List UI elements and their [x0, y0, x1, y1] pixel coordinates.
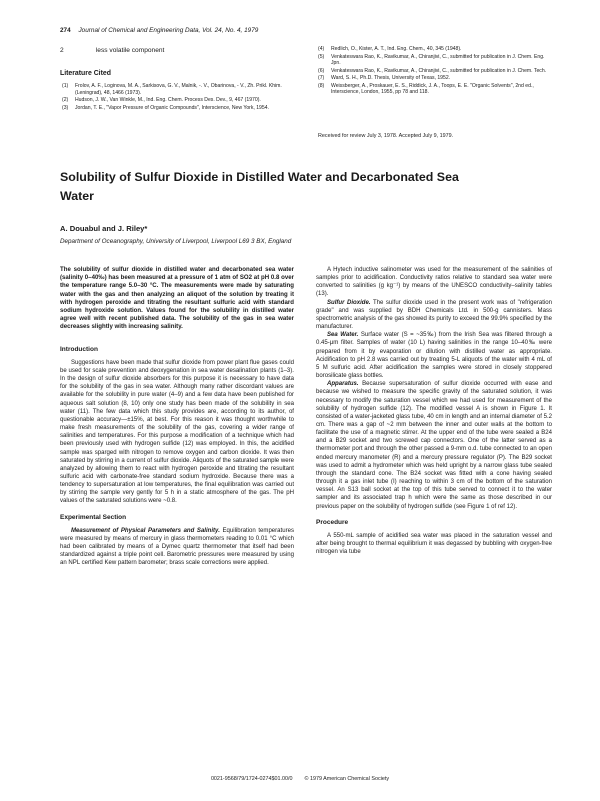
- reference-number: (7): [318, 75, 325, 81]
- reference-number: (6): [318, 67, 325, 74]
- literature-cited-heading: Literature Cited: [60, 70, 111, 77]
- article-affiliation: Department of Oceanography, University of Liverpool, Liverpool L69 3 BX, England: [60, 238, 292, 245]
- experimental-heading: Experimental Section: [60, 513, 127, 521]
- page-number: 274: [60, 27, 71, 34]
- reference-item: [318, 46, 550, 53]
- sea-water-paragraph: [316, 331, 552, 380]
- reference-text: Frolov, A. F., Loginova, M. A., Sarkisova, G. V., Malnik, -. V., Obarinova, - V., Zh. Prikl. Khim. (Leningrad), 48, 1466 (1973).: [75, 83, 282, 96]
- reference-text: Ward, S. H., Ph.D. Thesis, University of Texas, 1952.: [331, 75, 451, 81]
- abstract: The solubility of sulfur dioxide in distilled water and decarbonated sea water (salinity 0–40‰) has been measured at a pressure of 1 atm of SO2 at pH 0.8 over the temperature range 5.0–30 °C. The measurements were made by saturating water with the gas and then analyzing an aliquot of the solution by treating it with hydrogen peroxide and titrating the resultant sulfuric acid with standard sodium hydroxide solution. Values found for the solubility in distilled water agree well with recent published data. The solubility of the gas in sea water decreases slightly with increasing salinity.: [60, 266, 294, 331]
- reference-number: (8): [318, 82, 325, 89]
- footer-code: 0021-9568/79/1724-0274$01.00/0: [210, 776, 293, 782]
- reference-number: (2): [62, 97, 69, 103]
- footer-copyright: © 1979 American Chemical Society: [304, 776, 390, 782]
- measurement-text: Equilibration temperatures were measured by means of mercury in glass thermometers reading to 0.01 °C which had been calibrated by means of a Dymec quartz thermometer that itself had been standardized against a triple point cell. Barometric pressures were measured by using an NPL certified Kew pattern barometer; brass scale corrections were applied.: [60, 527, 294, 567]
- reference-text: Hudson, J. W., Van Winkle, M., Ind. Eng. Chem. Process Des. Dev., 9, 467 (1970).: [75, 97, 261, 103]
- sulfur-dioxide-runin-heading: Sulfur Dioxide.: [327, 299, 371, 306]
- measurement-paragraph: [60, 527, 294, 568]
- running-head: [60, 27, 258, 34]
- reference-item: [318, 68, 550, 75]
- procedure-heading: Procedure: [316, 518, 349, 526]
- table-footnote: [60, 47, 164, 54]
- article-authors: A. Douabul and J. Riley*: [60, 224, 148, 233]
- reference-item: [62, 97, 284, 104]
- sulfur-dioxide-paragraph: [316, 299, 552, 332]
- article-title: Solubility of Sulfur Dioxide in Distilled Water and Decarbonated Sea Water: [60, 170, 459, 203]
- reference-item: [62, 105, 284, 112]
- procedure-paragraph: A 550-mL sample of acidified sea water was placed in the saturation vessel and after being brought to thermal equilibrium it was degassed by bubbling with oxygen-free nitrogen via tube: [316, 532, 552, 556]
- apparatus-paragraph: [316, 380, 552, 511]
- received-date: Received for review July 3, 1978. Accepted July 9, 1979.: [318, 133, 454, 139]
- journal-citation: Journal of Chemical and Engineering Data, Vol. 24, No. 4, 1979: [78, 27, 259, 34]
- reference-item: [318, 54, 550, 67]
- reference-number: (4): [318, 46, 325, 52]
- reference-text: Venkateswara Rao, K., Ravikumar, A., Chiranjivi, C., submitted for publication in J. Chem. Tech.: [331, 67, 547, 74]
- reference-list-right: [318, 46, 550, 97]
- introduction-paragraph: Suggestions have been made that sulfur dioxide from power plant flue gases could be used for scale prevention and deoxygenation in sea water desalination plants (1–3). In the design of sulfur dioxide absorbers for this purpose it is necessary to have data for the solubility of the gas in sea water. Although many rather discordant values are available for the solubility in pure water (4–9) and a few data have been published for aqueous salt solution (8, 10) only one study has been made of the solubility in sea water (11). The few data which this study provides are, according to its author, of questionable accuracy—±15%, at best. For this reason it was thought worthwhile to make fresh measurements of the solubility of the gas, covering a wider range of salinities and temperatures. For this purpose a modification of a technique which had been previously used with hydrogen sulfide (12) was employed. In this, the acidified sample was sparged with nitrogen to remove oxygen and carbon dioxide. It was then saturated by stirring in a current of sulfur dioxide. Aliquots of the saturated sample were analyzed by allowing them to react with hydrogen peroxide and titrating the resultant sulfuric acid with carbonate-free standard sodium hydroxide. Because there was a tendency to supersaturation at low temperatures, the final equilibration was carried out by stirring the sample very gently for 5 h in a static atmosphere of the gas. The pH values of the saturated solutions were ~0.8.: [60, 359, 294, 505]
- reference-number: (3): [62, 104, 69, 111]
- reference-text: Jordan, T. E., "Vapor Pressure of Organic Compounds", Interscience, New York, 1954.: [75, 104, 269, 111]
- right-column: [316, 266, 552, 556]
- reference-number: (1): [62, 83, 69, 89]
- reference-list-left: [62, 83, 284, 112]
- measurement-runin-heading: Measurement of Physical Parameters and Salinity.: [71, 527, 220, 534]
- apparatus-text: Because supersaturation of sulfur dioxide occurred with ease and because we wished to measure the specific gravity of the saturated solution, it was necessary to modify the saturation vessel which we had used for measurement of the solubility of hydrogen sulfide (12). The modified vessel A is shown in Figure 1. It consisted of a water-jacketed glass tube, 40 cm in length and an internal diameter of 5.2 cm. There was a gap of ~2 mm between the inner and outer walls at the bottom to facilitate the use of a magnetic stirrer. At the upper end of the tube were sealed a B24 and a B29 socket and two screwed cap connectors. One of the latter served as a thermometer port and through the other passed a 9-mm o.d. tube connected to an open ended mercury manometer (R) and a mercury pressure regulator (P). The B29 socket was used to admit a hydrometer which was held upright by a narrow glass tube sealed through the standard cone. The B24 socket was fitted with a cone having sealed through it a gas inlet tube (I) reaching to within 3 cm of the bottom of the saturation vessel. An S13 ball socket at the top of this tube served to connect it to the water sampler and its associated trap h which were the same as those described in our previous paper on the solubility of hydrogen sulfide (see Figure 1 of ref 12).: [316, 381, 552, 510]
- footnote-text: less volatile component: [95, 47, 165, 54]
- introduction-heading: Introduction: [60, 345, 98, 353]
- reference-number: (5): [318, 53, 325, 60]
- reference-item: [62, 83, 284, 96]
- reference-text: Redlich, O., Kister, A. T., Ind. Eng. Chem., 40, 345 (1948).: [331, 46, 462, 52]
- reference-item: [318, 83, 550, 96]
- sea-water-runin-heading: Sea Water.: [327, 332, 359, 339]
- left-column: [60, 266, 294, 568]
- footnote-number: 2: [60, 47, 64, 54]
- sea-water-text: Surface water (S = ~35‰) from the Irish Sea was filtered through a 0.45-μm filter. Samples of water (10 L) having salinities in the range 10–40‰ were prepared from it by evaporation or dilution with distilled water as appropriate. Acidification to pH 2.8 was carried out by treating 5-L aliquots of the water with 4 mL of 5 M sulfuric acid. After acidification the samples were stored in closely stoppered borosilicate glass bottles.: [316, 332, 553, 380]
- page-footer: [0, 776, 600, 782]
- reference-text: Venkateswara Rao, K., Ravikumar, A., Chiranjivi, C., submitted for publication in J. Chem. Eng. Jpn.: [331, 53, 545, 66]
- sulfur-dioxide-text: The sulfur dioxide used in the present work was of "refrigeration grade" and was supplied by BDH Chemicals Ltd. in 500-g cannisters. Mass spectrometric analysis of the gas showed its purity to exceed the 99.9% specified by the manufacturer.: [316, 299, 552, 331]
- apparatus-runin-heading: Apparatus.: [327, 381, 359, 388]
- salinometer-paragraph: A Hytech inductive salinometer was used for the measurement of the salinities of samples prior to acidification. Conductivity ratios relative to standard sea water were converted to salinities (g kg⁻¹) by means of the UNESCO conductivity–salinity tables (13).: [316, 267, 552, 298]
- reference-text: Weissberger, A., Proskauer, E. S., Riddick, J. A., Toops, E. E. "Organic Solvents", 2nd ed., Interscience, London, 1955, pp 78 and 118.: [331, 82, 534, 95]
- reference-item: [318, 75, 550, 82]
